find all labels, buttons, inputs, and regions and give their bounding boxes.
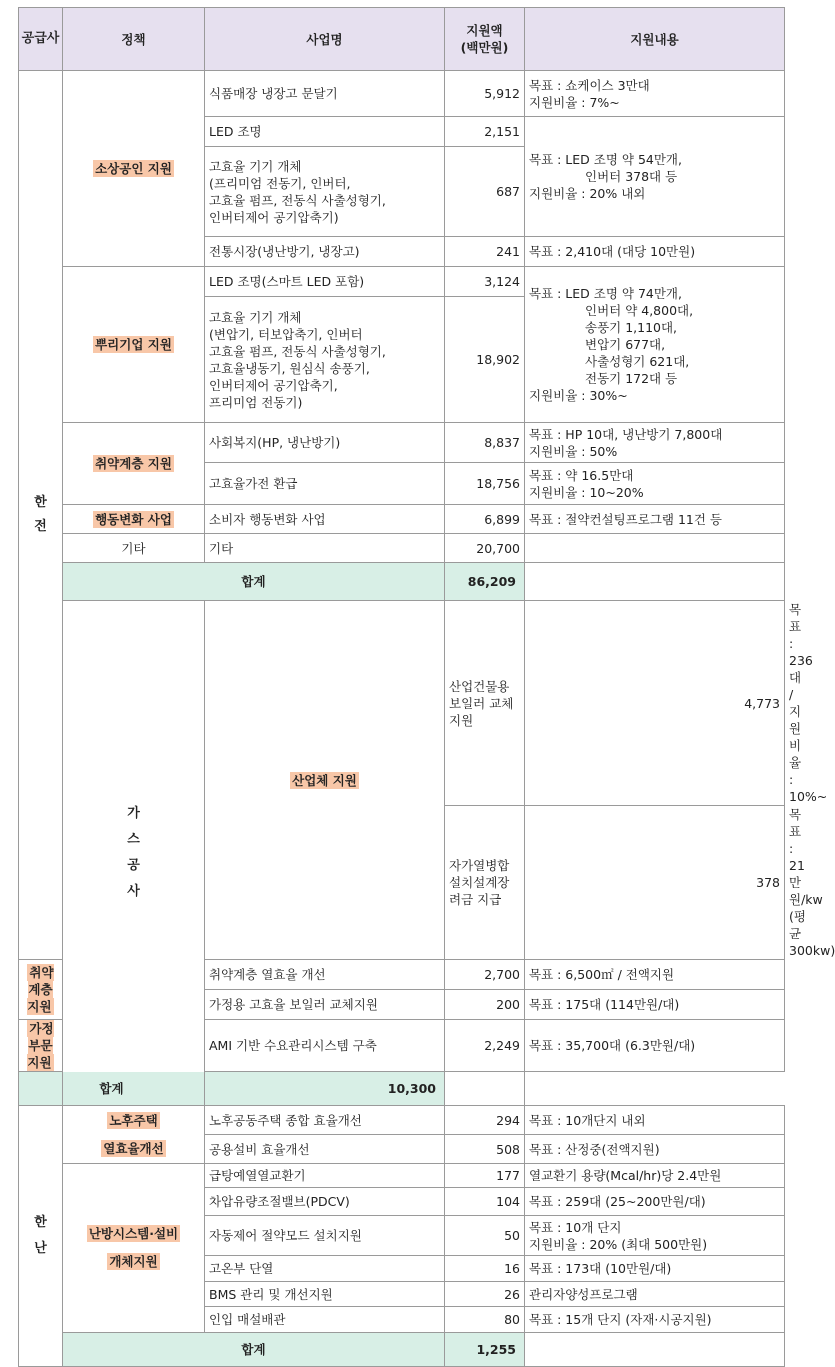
policy-behavior [63,505,205,534]
amount-cell: 50 [445,1216,525,1256]
amount-cell: 177 [445,1164,525,1188]
project-cell: AMI 기반 수요관리시스템 구축 [205,1020,445,1072]
desc-cell: 목표 : 2,410대 (대당 10만원) [525,237,785,267]
desc-line: 목표 : LED 조명 약 74만개, [529,286,682,301]
amount-cell: 200 [445,990,525,1020]
desc-cell: 목표 : 산정중(전액지원) [525,1135,785,1164]
total-row-gas [19,1072,785,1106]
amount-cell: 4,773 [525,601,785,806]
desc-line: 지원비율 : 20% 내외 [529,186,646,201]
desc-line: 지원비율 : 7%~ [529,94,620,110]
policy-old-label-2: 열효율개선 [103,1140,164,1156]
project-cell: LED 조명(스마트 LED 포함) [205,267,445,297]
amount-cell: 104 [445,1188,525,1216]
desc-line: 지원비율 : 30%~ [529,388,628,403]
amount-cell: 16 [445,1256,525,1282]
policy-industry-label: 산업체 지원 [292,772,357,788]
total-row-kdhc [19,1333,785,1367]
amount-cell: 378 [525,806,785,960]
project-cell: 식품매장 냉장고 문달기 [205,71,445,117]
desc-cell: 목표 : 15개 단지 (자재·시공지원) [525,1307,785,1333]
project-cell: 고효율 기기 개체 (프리미엄 전동기, 인버터, 고효율 펌프, 전동식 사출성형기, 인버터제어 공기압축기) [205,147,445,237]
table-row [19,534,785,563]
total-desc [525,563,785,601]
project-cell: 사회복지(HP, 냉난방기) [205,423,445,463]
policy-vuln [63,423,205,505]
policy-heat-label-1: 난방시스템·설비 [88,1226,179,1241]
amount-cell: 5,912 [445,71,525,117]
project-cell: LED 조명 [205,117,445,147]
project-cell: 소비자 행동변화 사업 [205,505,445,534]
table-row [19,1164,785,1188]
desc-cell: 관리자양성프로그램 [525,1282,785,1307]
desc-cell: 열교환기 용량(Mcal/hr)당 2.4만원 [525,1164,785,1188]
policy-home [19,1020,63,1072]
supplier-kdhc-label: 한난 [34,1215,47,1256]
project-cell: 자동제어 절약모드 설치지원 [205,1216,445,1256]
supplier-gas-label: 가스공사 [127,806,140,899]
policy-behavior-label: 행동변화 사업 [95,511,172,527]
table-header-row [19,8,785,71]
total-label: 합계 [63,1333,445,1367]
total-label: 합계 [19,1072,205,1106]
amount-cell: 294 [445,1106,525,1135]
amount-cell: 687 [445,147,525,237]
desc-line: 지원비율 : 50% [529,443,618,459]
desc-cell [525,117,785,237]
table-row [19,71,785,117]
total-label: 합계 [63,563,445,601]
supplier-kdhc [19,1106,63,1367]
project-cell: 전통시장(냉난방기, 냉장고) [205,237,445,267]
header-supplier: 공급사 [19,8,63,71]
amount-cell: 18,756 [445,463,525,505]
header-content: 지원내용 [525,8,785,71]
amount-cell: 8,837 [445,423,525,463]
desc-cell [525,423,785,463]
desc-line: 목표 : HP 10대, 냉난방기 7,800대 [529,426,723,442]
support-table [18,7,835,1367]
project-cell: 고효율가전 환급 [205,463,445,505]
desc-line: 목표 : 약 16.5만대 [529,467,634,483]
desc-line: 목표 : 쇼케이스 3만대 [529,77,650,93]
policy-heat-label-2: 개체지원 [109,1254,158,1269]
desc-cell: 목표 : 35,700대 (6.3만원/대) [525,1020,785,1072]
amount-cell: 80 [445,1307,525,1333]
table-row [19,505,785,534]
project-cell: 산업건물용보일러 교체지원 [445,601,525,806]
project-cell: 가정용 고효율 보일러 교체지원 [205,990,445,1020]
header-policy: 정책 [63,8,205,71]
desc-line: 인버터 378대 등 [585,169,678,184]
project-cell: 기타 [205,534,445,563]
project-cell: 고효율 기기 개체 (변압기, 터보압축기, 인버터 고효율 펌프, 전동식 사출성형기, 고효율냉동기, 원심식 송풍기, 인버터제어 공기압축기, 프리미엄 전동기) [205,297,445,423]
table-row [19,1106,785,1135]
supplier-kepco [19,71,63,960]
project-cell: 공용설비 효율개선 [205,1135,445,1164]
project-cell: 노후공동주택 종합 효율개선 [205,1106,445,1135]
amount-cell: 2,151 [445,117,525,147]
desc-line: 지원비율 : 20% (최대 500만원) [529,1236,708,1252]
amount-cell: 20,700 [445,534,525,563]
policy-old [63,1106,205,1164]
policy-home-label: 가정부문 지원 [27,1021,54,1070]
project-cell: 자가열병합 설치설계장려금 지급 [445,806,525,960]
policy-etc: 기타 [63,534,205,563]
desc-line: 지원비율 : 10~20% [529,484,644,500]
desc-cell: 목표 : 259대 (25~200만원/대) [525,1188,785,1216]
desc-line: 전동기 172대 등 [585,371,678,386]
policy-vuln-label: 취약계층 지원 [95,456,172,471]
desc-line: 송풍기 1,110대, [585,320,678,335]
total-amount: 10,300 [205,1072,445,1106]
project-cell: 취약계층 열효율 개선 [205,960,445,990]
desc-cell [525,71,785,117]
policy-gas-vuln [19,960,63,1020]
amount-cell: 6,899 [445,505,525,534]
desc-cell: 목표 : 173대 (10만원/대) [525,1256,785,1282]
project-cell: BMS 관리 및 개선지원 [205,1282,445,1307]
desc-line: 인버터 약 4,800대, [585,303,694,318]
table-row: 가스공사 산업체 지원 산업건물용보일러 교체지원 4,773 목표 : 236대 / 지원비율 : 10%~ [19,601,785,806]
desc-cell [525,267,785,423]
policy-root-label: 뿌리기업 지원 [95,337,172,352]
table-row [19,423,785,463]
desc-cell: 목표 : 10개단지 내외 [525,1106,785,1135]
desc-cell [525,534,785,563]
desc-line: 사출성형기 621대, [585,354,690,369]
amount-cell: 18,902 [445,297,525,423]
amount-cell: 26 [445,1282,525,1307]
project-cell: 차압유량조절밸브(PDCV) [205,1188,445,1216]
amount-cell: 3,124 [445,267,525,297]
amount-cell: 508 [445,1135,525,1164]
total-desc [525,1333,785,1367]
header-project: 사업명 [205,8,445,71]
desc-cell: 목표 : 6,500㎡ / 전액지원 [525,960,785,990]
table-row: 자가열병합 설치설계장려금 지급 378 목표 : 21만원/kw (평균 300kw) [19,806,785,960]
policy-industry [205,601,445,960]
desc-line: 목표 : 10개 단지 [529,1219,622,1235]
desc-line: 변압기 677대, [585,337,666,352]
project-cell: 인입 매설배관 [205,1307,445,1333]
policy-heat [63,1164,205,1333]
policy-sme [63,71,205,267]
total-amount: 86,209 [445,563,525,601]
policy-old-label-1: 노후주택 [109,1112,158,1128]
policy-sme-label: 소상공인 지원 [95,161,172,176]
policy-gas-vuln-label: 취약계층 지원 [27,965,54,1014]
supplier-gas [63,601,205,1106]
project-cell: 고온부 단열 [205,1256,445,1282]
header-amount: 지원액 (백만원) [445,8,525,71]
policy-root [63,267,205,423]
desc-line: 목표 : LED 조명 약 54만개, [529,152,682,167]
project-cell: 급탕예열열교환기 [205,1164,445,1188]
supplier-kepco-label: 한전 [34,495,47,534]
amount-cell: 2,700 [445,960,525,990]
amount-cell: 241 [445,237,525,267]
total-row-kepco [19,563,785,601]
total-amount: 1,255 [445,1333,525,1367]
table-row [19,267,785,297]
desc-cell [525,1216,785,1256]
amount-cell: 2,249 [445,1020,525,1072]
total-desc [445,1072,525,1106]
desc-cell: 목표 : 175대 (114만원/대) [525,990,785,1020]
desc-cell: 목표 : 절약컨설팅프로그램 11건 등 [525,505,785,534]
desc-cell [525,463,785,505]
